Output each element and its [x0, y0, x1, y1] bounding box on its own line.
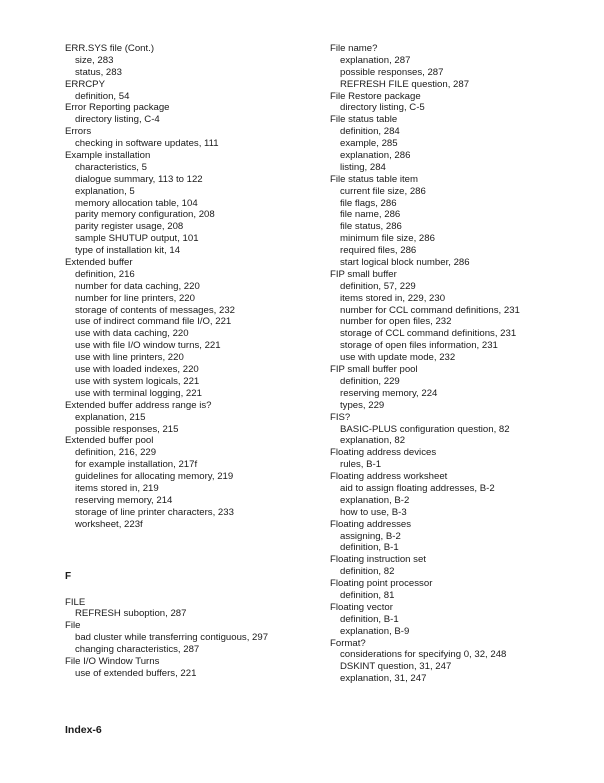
index-entry: Extended buffer address range is?: [65, 399, 212, 411]
index-subentry: required files, 286: [340, 245, 417, 257]
index-subentry: use with system logicals, 221: [75, 375, 200, 387]
index-entry: Floating addresses: [330, 518, 412, 530]
index-subentry: guidelines for allocating memory, 219: [75, 471, 234, 483]
page-number: Index-6: [65, 724, 102, 736]
index-subentry: use with file I/O window turns, 221: [75, 340, 221, 352]
index-subentry: items stored in, 229, 230: [340, 292, 446, 304]
index-subentry: explanation, 31, 247: [340, 673, 427, 685]
index-entry: Extended buffer: [65, 257, 133, 269]
index-subentry: number for open files, 232: [340, 316, 452, 328]
index-subentry: storage of CCL command definitions, 231: [340, 328, 517, 340]
index-subentry: definition, 229: [340, 375, 400, 387]
index-subentry: reserving memory, 224: [340, 387, 438, 399]
index-subentry: REFRESH suboption, 287: [75, 608, 187, 620]
index-subentry: definition, B-1: [340, 542, 399, 554]
index-entry: Example installation: [65, 150, 151, 162]
index-entry: Format?: [330, 637, 366, 649]
index-subentry: use with line printers, 220: [75, 352, 184, 364]
index-entry: FIP small buffer: [330, 268, 397, 280]
index-subentry: number for data caching, 220: [75, 280, 200, 292]
index-subentry: definition, 81: [340, 589, 395, 601]
index-subentry: minimum file size, 286: [340, 233, 435, 245]
index-subentry: memory allocation table, 104: [75, 197, 198, 209]
index-subentry: use of indirect command file I/O, 221: [75, 316, 232, 328]
index-subentry: worksheet, 223f: [75, 518, 143, 530]
index-subentry: start logical block number, 286: [340, 257, 470, 269]
index-subentry: changing characteristics, 287: [75, 644, 200, 656]
index-subentry: definition, 216, 229: [75, 447, 157, 459]
right-index-column: [330, 43, 580, 685]
index-subentry: use with loaded indexes, 220: [75, 364, 199, 376]
index-subentry: parity register usage, 208: [75, 221, 184, 233]
index-subentry: use with data caching, 220: [75, 328, 189, 340]
index-entry: Floating vector: [330, 601, 393, 613]
index-subentry: type of installation kit, 14: [75, 245, 181, 257]
index-subentry: file flags, 286: [340, 197, 397, 209]
index-subentry: storage of contents of messages, 232: [75, 304, 235, 316]
index-subentry: directory listing, C-5: [340, 102, 425, 114]
index-subentry: reserving memory, 214: [75, 494, 173, 506]
index-subentry: explanation, 215: [75, 411, 146, 423]
index-entry: Floating address worksheet: [330, 471, 448, 483]
index-subentry: possible responses, 287: [340, 66, 444, 78]
index-subentry: definition, 82: [340, 566, 395, 578]
index-entry: Error Reporting package: [65, 102, 170, 114]
index-entry: ERRCPY: [65, 78, 105, 90]
index-subentry: DSKINT question, 31, 247: [340, 661, 452, 673]
index-subentry: listing, 284: [340, 161, 386, 173]
index-subentry: bad cluster while transferring contiguous, 297: [75, 632, 269, 644]
section-gap: [65, 583, 320, 597]
index-subentry: dialogue summary, 113 to 122: [75, 173, 203, 185]
index-entry: File status table item: [330, 173, 418, 185]
index-subentry: for example installation, 217f: [75, 459, 198, 471]
index-subentry: parity memory configuration, 208: [75, 209, 215, 221]
index-subentry: rules, B-1: [340, 459, 382, 471]
index-subentry: file status, 286: [340, 221, 402, 233]
index-subentry: how to use, B-3: [340, 506, 407, 518]
index-subentry: number for CCL command definitions, 231: [340, 304, 520, 316]
index-subentry: definition, 57, 229: [340, 280, 416, 292]
index-entry: File name?: [330, 43, 378, 54]
index-subentry: possible responses, 215: [75, 423, 179, 435]
index-subentry: explanation, 82: [340, 435, 406, 447]
index-entry: Errors: [65, 126, 92, 138]
index-subentry: explanation, 5: [75, 185, 135, 197]
index-subentry: directory listing, C-4: [75, 114, 160, 126]
index-subentry: assigning, B-2: [340, 530, 401, 542]
index-subentry: use with terminal logging, 221: [75, 387, 202, 399]
index-subentry: use of extended buffers, 221: [75, 667, 197, 679]
index-entry: File status table: [330, 114, 398, 126]
left-entries-f: [65, 597, 320, 680]
index-entry: Extended buffer pool: [65, 435, 154, 447]
index-subentry: number for line printers, 220: [75, 292, 195, 304]
index-subentry: types, 229: [340, 399, 385, 411]
index-entry: FIS?: [330, 411, 351, 423]
index-subentry: definition, 284: [340, 126, 400, 138]
index-subentry: considerations for specifying 0, 32, 248: [340, 649, 507, 661]
index-subentry: items stored in, 219: [75, 482, 159, 494]
index-entry: Floating instruction set: [330, 554, 426, 566]
index-subentry: example, 285: [340, 138, 398, 150]
index-subentry: checking in software updates, 111: [75, 138, 219, 150]
section-gap: [65, 531, 320, 571]
index-entry: FIP small buffer pool: [330, 364, 418, 376]
index-entry: File Restore package: [330, 90, 421, 102]
index-subentry: file name, 286: [340, 209, 401, 221]
index-subentry: explanation, 287: [340, 54, 411, 66]
index-subentry: sample SHUTUP output, 101: [75, 233, 199, 245]
left-index-column: [65, 43, 320, 680]
index-subentry: storage of open files information, 231: [340, 340, 498, 352]
index-subentry: storage of line printer characters, 233: [75, 506, 234, 518]
index-subentry: characteristics, 5: [75, 161, 147, 173]
index-subentry: explanation, B-9: [340, 625, 410, 637]
left-entries-e: [65, 43, 320, 531]
index-subentry: definition, B-1: [340, 613, 399, 625]
index-subentry: explanation, 286: [340, 150, 411, 162]
index-subentry: aid to assign floating addresses, B-2: [340, 482, 495, 494]
index-entry: Floating address devices: [330, 447, 437, 459]
index-subentry: explanation, B-2: [340, 494, 410, 506]
section-letter-f: F: [65, 570, 72, 582]
index-subentry: size, 283: [75, 54, 114, 66]
index-subentry: definition, 216: [75, 268, 135, 280]
index-subentry: BASIC-PLUS configuration question, 82: [340, 423, 510, 435]
index-subentry: status, 283: [75, 66, 122, 78]
index-entry: Floating point processor: [330, 578, 433, 590]
index-subentry: current file size, 286: [340, 185, 426, 197]
index-subentry: definition, 54: [75, 90, 130, 102]
index-entry: File I/O Window Turns: [65, 655, 160, 667]
index-subentry: REFRESH FILE question, 287: [340, 78, 470, 90]
index-entry: File: [65, 620, 81, 632]
index-entry: ERR.SYS file (Cont.): [65, 43, 155, 54]
index-subentry: use with update mode, 232: [340, 352, 456, 364]
index-entry: FILE: [65, 596, 86, 608]
